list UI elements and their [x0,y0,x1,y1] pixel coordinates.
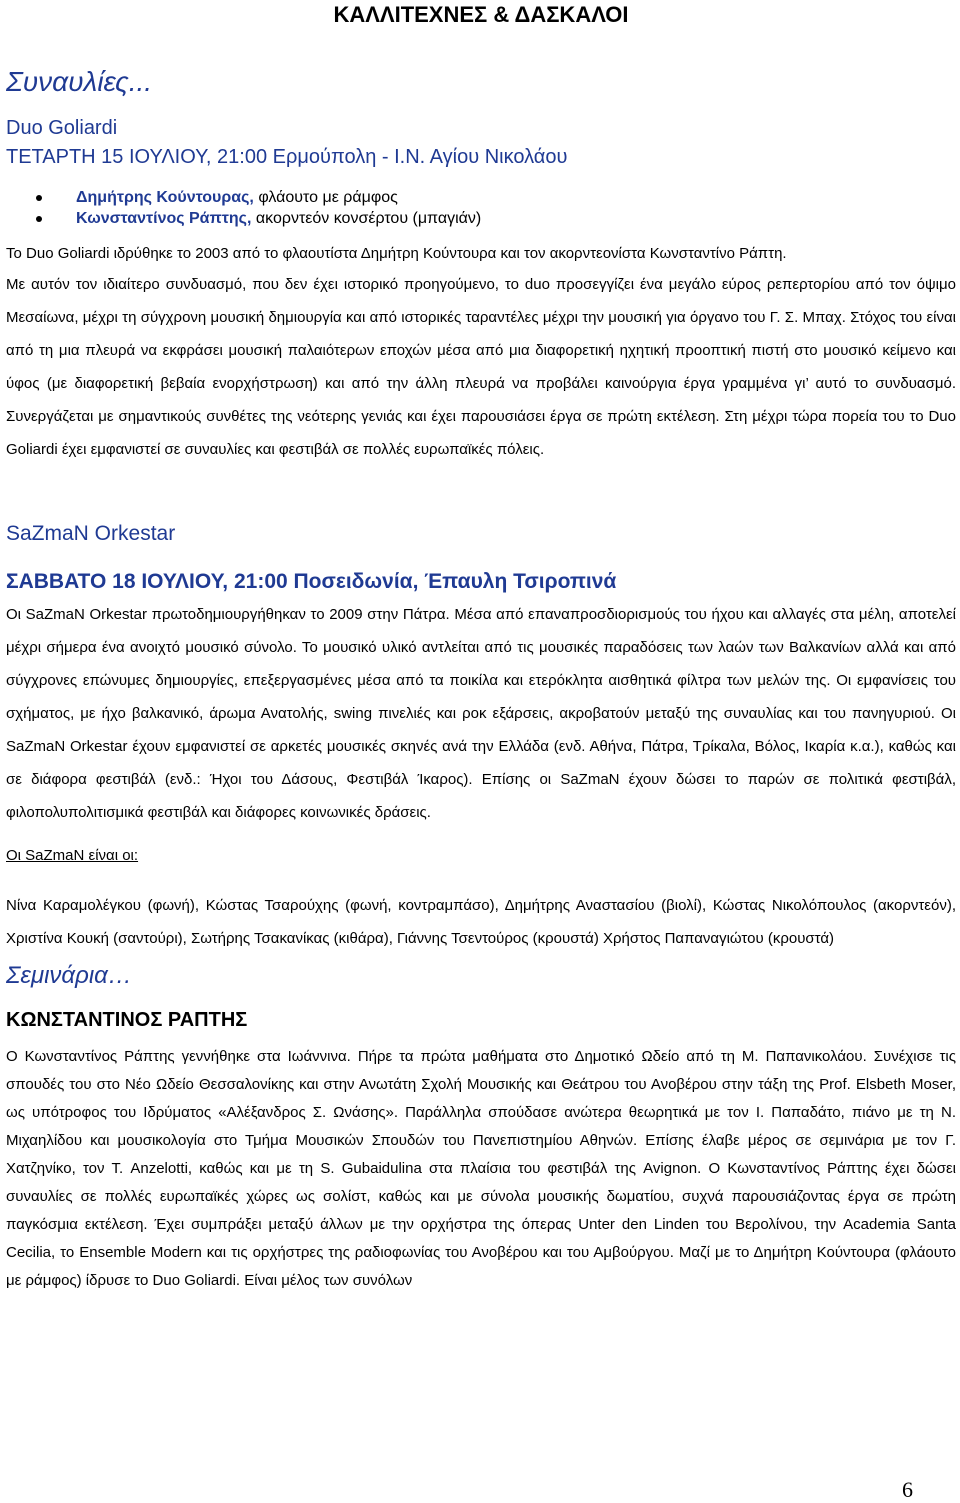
seminars-heading: Σεμινάρια… [6,962,132,989]
performer-role: ακορντεόν κονσέρτου (μπαγιάν) [251,210,482,227]
saz-members: Νίνα Καραμολέγκου (φωνή), Κώστας Τσαρούχης (φωνή, κοντραμπάσο), Δημήτρης Αναστασίου (βιολί), Κώστας Νικολόπουλος (ακορντεόν), Χριστίνα Κουκή (σαντούρι), Σωτήρης Τσακανίκας (κιθάρα), Γιάννης Τσεντούρος (κρουστά) Χρήστος Παπαναγιώτου (κρουστά) [6,897,956,947]
page-number: 6 [902,1477,913,1502]
duo-date-line: ΤΕΤΑΡΤΗ 15 ΙΟΥΛΙΟΥ, 21:00 Ερμούπολη - Ι.Ν. Αγίου Νικολάου [6,146,568,168]
performer-role: φλάουτο με ράμφος [253,189,398,206]
saz-date-line: ΣΑΒΒΑΤΟ 18 ΙΟΥΛΙΟΥ, 21:00 Ποσειδωνία, Έπαυλη Τσιροπινά [6,570,617,593]
concerts-heading: Συναυλίες... [6,66,153,97]
list-item [76,208,956,229]
raptis-name: ΚΩΝΣΤΑΝΤΙΝΟΣ ΡΑΠΤΗΣ [6,1009,248,1031]
raptis-body: Ο Κωνσταντίνος Ράπτης γεννήθηκε στα Ιωάννινα. Πήρε τα πρώτα μαθήματα στο Δημοτικό Ωδείο από τη Μ. Παπανικολάου. Συνέχισε τις σπουδές του στο Νέο Ωδείο Θεσσαλονίκης και στην Ανωτάτη Σχολή Μουσικής και Θεάτρου του Ανοβέρου στην τάξη της Prof. Elsbeth Moser, ως υπότροφος του Ιδρύματος «Αλέξανδρος Σ. Ωνάσης». Παράλληλα σπούδασε ανώτερα θεωρητικά με τον Ι. Παπαδάτο, πιάνο με τη Ν. Μιχαηλίδου και μουσικολογία στο Τμήμα Μουσικών Σπουδών του Πανεπιστημίου Αθηνών. Επίσης έλαβε μέρος σε σεμινάρια με τον Γ. Χατζηνίκο, τον Τ. Anzelotti, καθώς και με τη S. Gubaidulina στα πλαίσια του φεστιβάλ της Avignon. Ο Κωνσταντίνος Ράπτης έχει δώσει συναυλίες σε πολλές ευρωπαϊκές χώρες ως σολίστ, καθώς και με σύνολα μουσικής δωματίου, συχνά παρουσιάζοντας έργα σε πρώτη παγκόσμια εκτέλεση. Έχει συμπράξει μεταξύ άλλων με την ορχήστρα της όπερας Unter den Linden του Βερολίνου, την Academia Santa Cecilia, το Ensemble Modern και τις ορχήστρες της ραδιοφωνίας του Ανοβέρου και του Αμβούργου. Μαζί με το Δημήτρη Κούντουρα (φλάουτο με ράμφος) ίδρυσε το Duo Goliardi. Είναι μέλος των συνόλων [6,1048,956,1289]
performer-list [6,187,956,229]
saz-name: SaZmaN Orkestar [6,522,176,545]
page-title: ΚΑΛΛΙΤΕΧΝΕΣ & ΔΑΣΚΑΛΟΙ [333,2,629,27]
saz-members-label: Οι SaZmaN είναι οι: [6,847,139,864]
list-item [76,187,956,208]
duo-body: Με αυτόν τον ιδιαίτερο συνδυασμό, που δεν έχει ιστορικό προηγούμενο, το duo προσεγγίζει ένα μεγάλο εύρος ρεπερτορίου από τον όψιμο Μεσαίωνα, μέχρι τη σύγχρονη μουσική δημιουργία και από ιστορικές ταραντέλες μέχρι την μουσική για όργανο του Γ. Σ. Μπαχ. Στόχος του είναι από τη μια πλευρά να εκφράσει μουσική παλαιότερων εποχών μέσα από μια διαφορετική ηχητική προοπτική πιστή στο μουσικό κείμενο και ύφος (με διαφορετική βεβαία ενορχήστρωση) και από την άλλη πλευρά να προβάλει καινούργια έργα γραμμένα γι’ αυτό το συνδυασμό. Συνεργάζεται με σημαντικούς συνθέτες της νεότερης γενιάς και έχει παρουσιάσει έργα σε πρώτη εκτέλεση. Στη μέχρι τώρα πορεία του το Duo Goliardi έχει εμφανιστεί σε συναυλίες και φεστιβάλ σε πολλές ευρωπαϊκές πόλεις. [6,276,956,458]
performer-name: Κωνσταντίνος Ράπτης, [76,210,252,227]
document-page [6,0,956,1295]
performer-name: Δημήτρης Κούντουρας, [76,189,254,206]
duo-name: Duo Goliardi [6,117,118,139]
duo-intro: Το Duo Goliardi ιδρύθηκε το 2003 από το φλαουτίστα Δημήτρη Κούντουρα και τον ακορντεονίστα Κωνσταντίνο Ράπτη. [6,245,787,262]
saz-body: Οι SaZmaN Orkestar πρωτοδημιουργήθηκαν το 2009 στην Πάτρα. Μέσα από επαναπροσδιορισμούς του ήχου και αλλαγές στα μέλη, αποτελεί μέχρι σήμερα ένα ανοιχτό μουσικό σύνολο. Το μουσικό υλικό αντλείται από τις μουσικές παραδόσεις των λαών των Βαλκανίων αλλά και από σύγχρονες επώνυμες δημιουργίες, επεξεργασμένες μέσα από τα ποικίλα και ετερόκλητα αισθητικά φίλτρα των μελών της. Οι εμφανίσεις του σχήματος, με ήχο βαλκανικό, άρωμα Ανατολής, swing πινελιές και ροκ εξάρσεις, ακροβατούν μεταξύ της συναυλίας και του πανηγυριού. Οι SaZmaN Orkestar έχουν εμφανιστεί σε αρκετές μουσικές σκηνές ανά την Ελλάδα (ενδ. Αθήνα, Πάτρα, Τρίκαλα, Βόλος, Ικαρία κ.α.), καθώς και σε διάφορα φεστιβάλ (ενδ.: Ήχοι του Δάσους, Φεστιβάλ Ίκαρος). Επίσης οι SaZmaN έχουν δώσει το παρών σε πολιτικά φεστιβάλ, φιλοπολυπολιτισμικά φεστιβάλ και διάφορες κοινωνικές δράσεις. [6,606,956,821]
